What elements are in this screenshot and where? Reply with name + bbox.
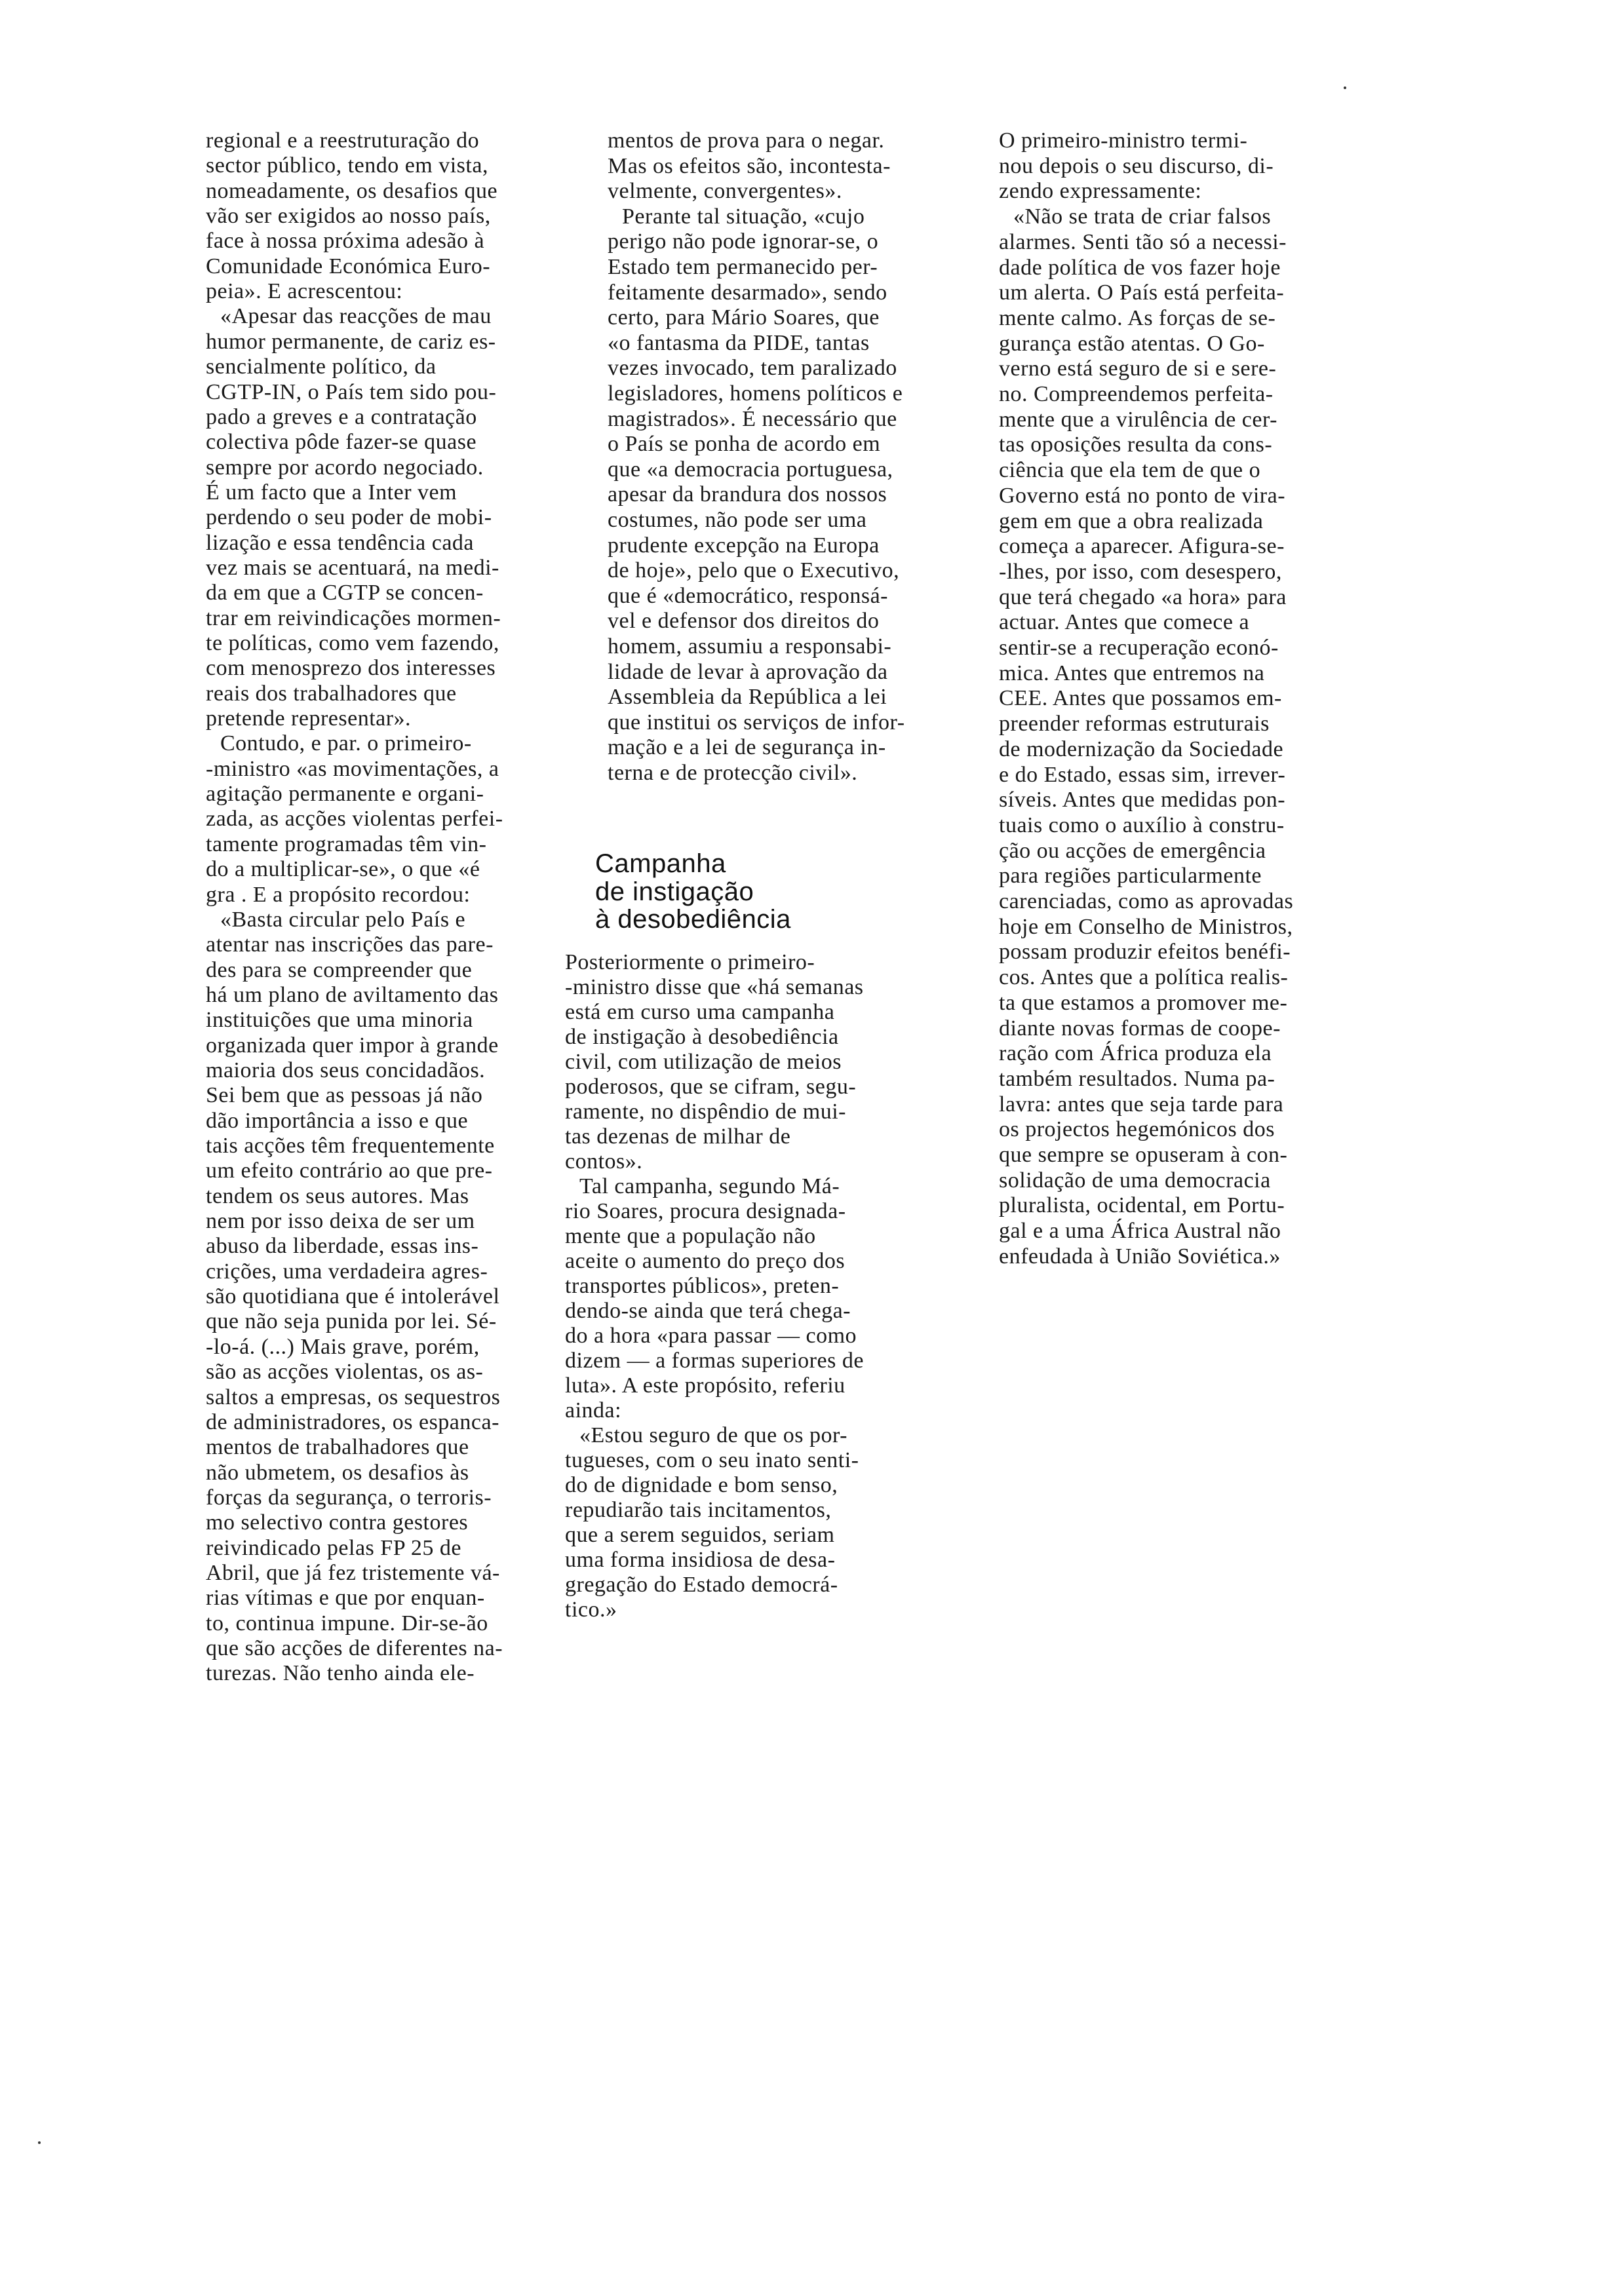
- text-line: -lo-á. (...) Mais grave, porém,: [206, 1334, 480, 1359]
- heading-line: de instigação: [595, 877, 754, 906]
- text-line: lidade de levar à aprovação da: [608, 659, 888, 684]
- text-line: contos».: [565, 1149, 643, 1174]
- text-line: ção ou acções de emergência: [999, 838, 1266, 863]
- text-line: pretende representar».: [206, 706, 412, 731]
- text-line: no. Compreendemos perfeita-: [999, 382, 1274, 406]
- text-line: mente que a população não: [565, 1224, 816, 1248]
- text-line: dade política de vos fazer hoje: [999, 255, 1281, 280]
- text-line: te políticas, como vem fazendo,: [206, 631, 499, 655]
- text-line: -ministro «as movimentações, a: [206, 756, 499, 781]
- text-line: possam produzir efeitos benéfi-: [999, 940, 1291, 965]
- text-line: diante novas formas de coope-: [999, 1016, 1281, 1041]
- text-line: pluralista, ocidental, em Portu-: [999, 1193, 1285, 1218]
- text-line: carenciadas, como as aprovadas: [999, 889, 1294, 913]
- text-line: turezas. Não tenho ainda ele-: [206, 1661, 475, 1686]
- article-column-3: [999, 128, 1366, 1276]
- text-line: de hoje», pelo que o Executivo,: [608, 558, 900, 583]
- text-line: actuar. Antes que comece a: [999, 610, 1250, 635]
- text-line: gregação do Estado democrá-: [565, 1573, 838, 1597]
- text-line: mica. Antes que entremos na: [999, 660, 1265, 685]
- text-line: civil, com utilização de meios: [565, 1050, 842, 1074]
- text-line: -ministro disse que «há semanas: [565, 975, 864, 999]
- text-line: sempre por acordo negociado.: [206, 455, 484, 480]
- text-line: dendo-se ainda que terá chega-: [565, 1299, 851, 1323]
- text-line: tuais como o auxílio à constru-: [999, 813, 1285, 837]
- text-line: zada, as acções violentas perfei-: [206, 807, 503, 832]
- text-line: transportes públicos», preten-: [565, 1274, 840, 1298]
- text-line: magistrados». É necessário que: [608, 406, 897, 431]
- text-line: que não seja punida por lei. Sé-: [206, 1309, 497, 1334]
- text-line: maioria dos seus concidadãos.: [206, 1058, 486, 1082]
- text-line: mação e a lei de segurança in-: [608, 735, 886, 760]
- text-line: alarmes. Senti tão só a necessi-: [999, 229, 1287, 254]
- text-line: que «a democracia portuguesa,: [608, 457, 893, 482]
- text-line: trar em reivindicações mormen-: [206, 605, 501, 630]
- text-line: para regiões particularmente: [999, 864, 1262, 889]
- text-line: que é «democrático, responsá-: [608, 583, 888, 608]
- text-line: tendem os seus autores. Mas: [206, 1183, 469, 1208]
- text-line: ainda:: [565, 1398, 622, 1423]
- text-line: do a hora «para passar — como: [565, 1324, 857, 1348]
- text-line: to, continua impune. Dir-se-ão: [206, 1611, 488, 1636]
- text-line: solidação de uma democracia: [999, 1168, 1271, 1193]
- text-line: de instigação à desobediência: [565, 1025, 839, 1049]
- text-line: mentos de prova para o negar.: [608, 128, 885, 153]
- text-line: Posteriormente o primeiro-: [565, 950, 815, 974]
- text-line: Tal campanha, segundo Má-: [579, 1174, 840, 1198]
- text-line: vão ser exigidos ao nosso país,: [206, 204, 491, 229]
- text-line: poderosos, que se cifram, segu-: [565, 1075, 857, 1099]
- text-line: atentar nas inscrições das pare-: [206, 932, 494, 957]
- text-line: perdendo o seu poder de mobi-: [206, 505, 492, 530]
- heading-line: à desobediência: [595, 905, 791, 934]
- text-line: rias vítimas e que por enquan-: [206, 1586, 485, 1611]
- article-column-1: [206, 128, 548, 1693]
- text-line: Perante tal situação, «cujo: [622, 204, 865, 229]
- text-line: perigo não pode ignorar-se, o: [608, 229, 879, 254]
- section-heading: [595, 849, 831, 940]
- text-line: sector público, tendo em vista,: [206, 153, 488, 178]
- text-line: Governo está no ponto de vira-: [999, 483, 1286, 508]
- text-line: de administradores, os espanca-: [206, 1409, 499, 1434]
- text-line: que institui os serviços de infor-: [608, 710, 905, 735]
- text-line: repudiarão tais incitamentos,: [565, 1498, 832, 1522]
- text-line: aceite o aumento do preço dos: [565, 1249, 846, 1273]
- text-line: O primeiro-ministro termi-: [999, 128, 1248, 153]
- text-line: vezes invocado, tem paralizado: [608, 356, 897, 381]
- text-line: de modernização da Sociedade: [999, 737, 1284, 761]
- text-line: o País se ponha de acordo em: [608, 432, 881, 457]
- text-line: lavra: antes que seja tarde para: [999, 1092, 1284, 1117]
- text-line: gem em que a obra realizada: [999, 508, 1264, 533]
- text-line: os projectos hegemónicos dos: [999, 1117, 1275, 1142]
- text-line: nem por isso deixa de ser um: [206, 1209, 475, 1234]
- text-line: certo, para Mário Soares, que: [608, 305, 880, 330]
- text-line: apesar da brandura dos nossos: [608, 482, 887, 507]
- text-line: síveis. Antes que medidas pon-: [999, 788, 1286, 813]
- text-line: verno está seguro de si e sere-: [999, 356, 1277, 381]
- text-line: que são acções de diferentes na-: [206, 1636, 503, 1660]
- text-line: tas oposições resulta da cons-: [999, 432, 1273, 457]
- text-line: pado a greves e a contratação: [206, 404, 477, 429]
- text-line: É um facto que a Inter vem: [206, 480, 457, 505]
- text-line: enfeudada à União Soviética.»: [999, 1244, 1281, 1269]
- text-line: e do Estado, essas sim, irrever-: [999, 762, 1286, 787]
- text-line: instituições que uma minoria: [206, 1008, 473, 1033]
- text-line: preender reformas estruturais: [999, 712, 1270, 737]
- text-line: luta». A este propósito, referiu: [565, 1373, 846, 1398]
- text-line: também resultados. Numa pa-: [999, 1066, 1275, 1091]
- text-line: nou depois o seu discurso, di-: [999, 153, 1274, 178]
- heading-line: Campanha: [595, 849, 726, 878]
- text-line: ciência que ela tem de que o: [999, 458, 1261, 483]
- text-line: Mas os efeitos são, incontesta-: [608, 153, 891, 178]
- text-line: cos. Antes que a política realis-: [999, 965, 1289, 990]
- text-line: «Basta circular pelo País e: [220, 907, 466, 932]
- text-line: Sei bem que as pessoas já não: [206, 1083, 483, 1108]
- text-line: ração com África produza ela: [999, 1041, 1272, 1066]
- text-line: que terá chegado «a hora» para: [999, 584, 1287, 609]
- text-line: terna e de protecção civil».: [608, 761, 858, 785]
- text-line: «Não se trata de criar falsos: [1013, 204, 1272, 229]
- text-line: «Estou seguro de que os por-: [579, 1423, 847, 1447]
- text-line: nomeadamente, os desafios que: [206, 178, 498, 203]
- text-line: que sempre se opuseram à con-: [999, 1143, 1288, 1167]
- text-line: tugueses, com o seu inato senti-: [565, 1448, 859, 1472]
- text-line: Abril, que já fez tristemente vá-: [206, 1560, 500, 1585]
- text-line: sentir-se a recuperação econó-: [999, 636, 1279, 660]
- text-line: humor permanente, de cariz es-: [206, 329, 496, 354]
- text-line: Comunidade Económica Euro-: [206, 254, 491, 278]
- scan-speck: [38, 2141, 41, 2144]
- text-line: do a multiplicar-se», o que «é: [206, 857, 480, 882]
- text-line: gra . E a propósito recordou:: [206, 882, 471, 907]
- text-line: «o fantasma da PIDE, tantas: [608, 330, 870, 355]
- text-line: velmente, convergentes».: [608, 179, 842, 204]
- text-line: CEE. Antes que possamos em-: [999, 686, 1282, 711]
- text-line: zendo expressamente:: [999, 179, 1202, 204]
- text-line: reais dos trabalhadores que: [206, 681, 457, 706]
- text-line: face à nossa próxima adesão à: [206, 229, 485, 254]
- text-line: Estado tem permanecido per-: [608, 255, 878, 279]
- text-line: forças da segurança, o terroris-: [206, 1485, 492, 1510]
- text-line: hoje em Conselho de Ministros,: [999, 914, 1293, 939]
- text-line: legisladores, homens políticos e: [608, 381, 903, 406]
- text-line: -lhes, por isso, com desespero,: [999, 559, 1282, 584]
- text-line: peia». E acrescentou:: [206, 279, 403, 304]
- text-line: são quotidiana que é intolerável: [206, 1284, 500, 1309]
- text-line: Contudo, e par. o primeiro-: [220, 731, 472, 756]
- text-line: mentos de trabalhadores que: [206, 1435, 469, 1460]
- text-line: ta que estamos a promover me-: [999, 990, 1288, 1015]
- text-line: um alerta. O País está perfeita-: [999, 280, 1285, 305]
- text-line: agitação permanente e organi-: [206, 782, 484, 807]
- scan-speck: [1344, 86, 1346, 89]
- text-line: lização e essa tendência cada: [206, 530, 475, 555]
- text-line: abuso da liberdade, essas ins-: [206, 1234, 479, 1259]
- text-line: sencialmente político, da: [206, 354, 437, 379]
- text-line: regional e a reestruturação do: [206, 128, 480, 153]
- text-line: tais acções têm frequentemente: [206, 1134, 495, 1158]
- text-line: tico.»: [565, 1598, 617, 1622]
- text-line: com menosprezo dos interesses: [206, 656, 496, 681]
- text-line: não ubmetem, os desafios às: [206, 1460, 469, 1485]
- text-line: uma forma insidiosa de desa-: [565, 1548, 836, 1572]
- text-line: des para se compreender que: [206, 957, 473, 982]
- text-line: homem, assumiu a responsabi-: [608, 634, 892, 659]
- text-line: feitamente desarmado», sendo: [608, 280, 887, 305]
- text-line: ramente, no dispêndio de mui-: [565, 1100, 847, 1124]
- article-column-2-top: [608, 128, 952, 793]
- text-line: colectiva pôde fazer-se quase: [206, 430, 477, 455]
- text-line: dão importância a isso e que: [206, 1108, 469, 1133]
- text-line: são as acções violentas, os as-: [206, 1360, 484, 1385]
- text-line: «Apesar das reacções de mau: [220, 304, 492, 329]
- text-line: do de dignidade e bom senso,: [565, 1473, 838, 1497]
- text-line: há um plano de aviltamento das: [206, 982, 499, 1007]
- text-line: começa a aparecer. Afigura-se-: [999, 534, 1285, 559]
- text-line: reivindicado pelas FP 25 de: [206, 1535, 461, 1560]
- text-line: vel e defensor dos direitos do: [608, 609, 880, 634]
- text-line: da em que a CGTP se concen-: [206, 581, 484, 605]
- text-line: CGTP-IN, o País tem sido pou-: [206, 379, 497, 404]
- text-line: um efeito contrário ao que pre-: [206, 1158, 493, 1183]
- text-line: costumes, não pode ser uma: [608, 508, 867, 532]
- text-line: está em curso uma campanha: [565, 1000, 835, 1024]
- text-line: tamente programadas têm vin-: [206, 832, 487, 856]
- text-line: Assembleia da República a lei: [608, 685, 887, 710]
- text-line: gurança estão atentas. O Go-: [999, 331, 1265, 356]
- text-line: rio Soares, procura designada-: [565, 1199, 846, 1223]
- text-line: vez mais se acentuará, na medi-: [206, 555, 499, 580]
- text-line: tas dezenas de milhar de: [565, 1124, 791, 1149]
- text-line: mente que a virulência de cer-: [999, 407, 1277, 432]
- article-column-2-bottom: [565, 950, 920, 1629]
- text-line: que a serem seguidos, seriam: [565, 1523, 835, 1547]
- text-line: organizada quer impor à grande: [206, 1033, 499, 1058]
- text-line: crições, uma verdadeira agres-: [206, 1259, 488, 1284]
- text-line: mente calmo. As forças de se-: [999, 305, 1276, 330]
- text-line: saltos a empresas, os sequestros: [206, 1385, 501, 1409]
- text-line: dizem — a formas superiores de: [565, 1349, 864, 1373]
- text-line: gal e a uma África Austral não: [999, 1219, 1281, 1244]
- text-line: prudente excepção na Europa: [608, 533, 880, 558]
- text-line: mo selectivo contra gestores: [206, 1510, 469, 1535]
